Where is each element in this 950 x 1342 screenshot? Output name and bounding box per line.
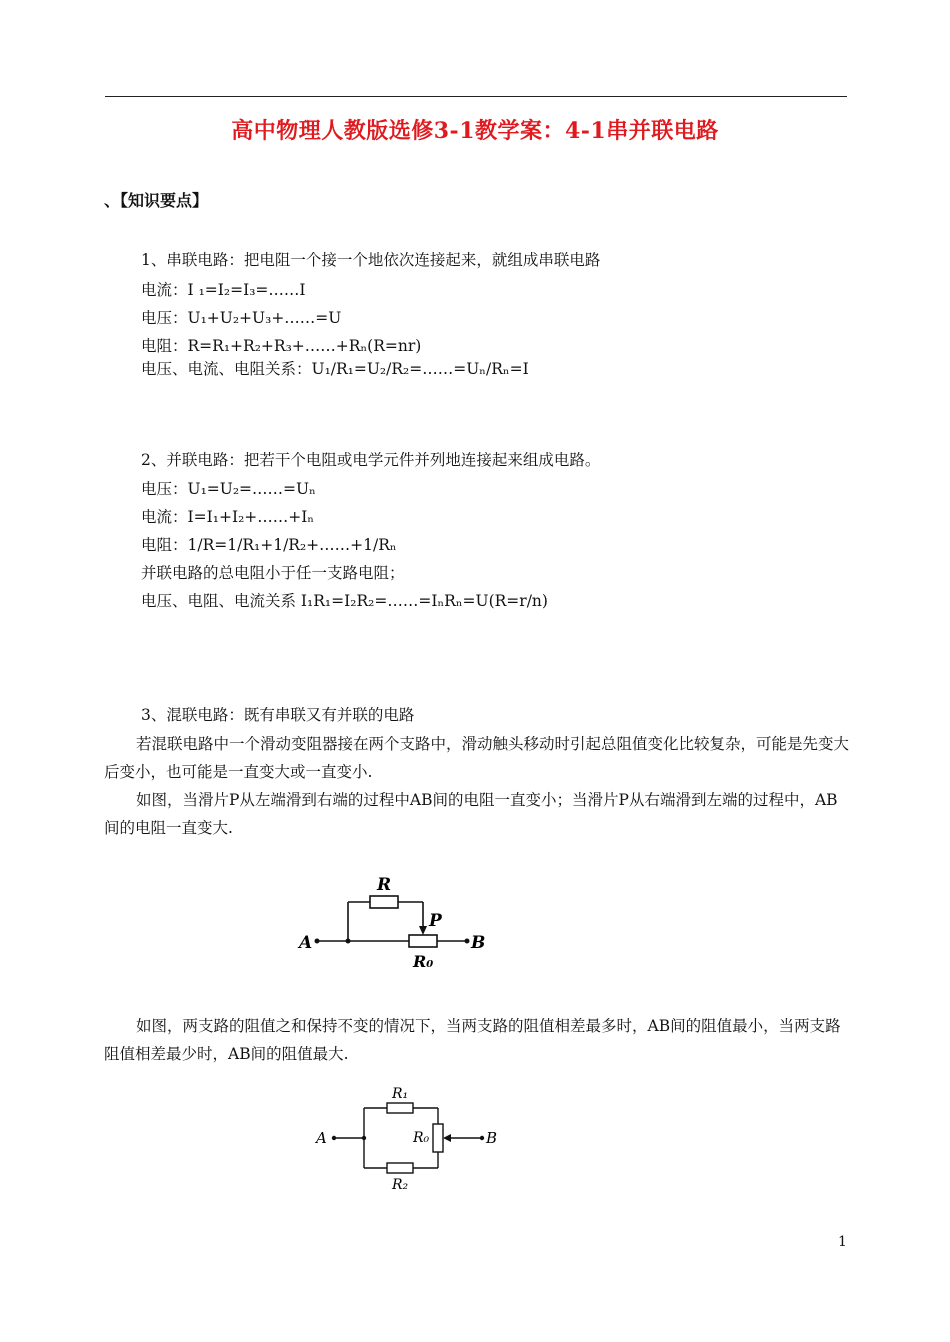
header-rule — [105, 96, 847, 97]
parallel-current-expr: I=I₁+I₂+……+Iₙ — [187, 508, 315, 526]
parallel-resistance-label: 电阻： — [141, 536, 188, 554]
page-number: 1 — [838, 1234, 847, 1250]
series-current-label: 电流： — [141, 281, 188, 299]
series-resistance — [141, 335, 421, 357]
fig2-label-R2: R₂ — [392, 1177, 409, 1193]
mixed-para-3 — [104, 1012, 849, 1068]
parallel-voltage-expr: U₁=U₂=……=Uₙ — [187, 480, 316, 498]
mixed-para-3-text: 如图，两支路的阻值之和保持不变的情况下，当两支路的阻值相差最多时，AB间的阻值最小，当两支路阻值相差最少时，AB间的阻值最大. — [104, 1017, 841, 1063]
parallel-note: 并联电路的总电阻小于任一支路电阻； — [141, 564, 405, 582]
series-voltage-expr: U₁+U₂+U₃+……=U — [187, 309, 342, 327]
fig2-label-A: A — [316, 1129, 327, 1147]
series-current-expr: I ₁=I₂=I₃=……I — [187, 281, 306, 299]
parallel-resistance-expr: 1/R=1/R₁+1/R₂+……+1/Rₙ — [187, 536, 397, 554]
mixed-para-1-text: 若混联电路中一个滑动变阻器接在两个支路中，滑动触头移动时引起总阻值变化比较复杂，可能是先变大后变小，也可能是一直变大或一直变小. — [104, 735, 850, 781]
fig2-label-R1: R₁ — [392, 1086, 409, 1102]
parallel-heading: 2、并联电路：把若干个电阻或电学元件并列地连接起来组成电路。 — [141, 451, 601, 469]
fig1-label-A: A — [299, 933, 313, 953]
fig1-label-P: P — [429, 911, 442, 931]
page-title: 高中物理人教版选修3-1教学案：4-1串并联电路 — [231, 118, 719, 144]
series-current — [141, 279, 306, 301]
parallel-resistance — [141, 534, 397, 556]
mixed-para-2-text: 如图，当滑片P从左端滑到右端的过程中AB间的电阻一直变小；当滑片P从右端滑到左端的过程中，AB间的电阻一直变大. — [104, 791, 838, 837]
parallel-current-label: 电流： — [141, 508, 188, 526]
circuit-figure-1 — [295, 868, 495, 978]
parallel-voltage-label: 电压： — [141, 480, 188, 498]
section-heading: 、【知识要点】 — [104, 191, 209, 210]
parallel-relation: 电压、电阻、电流关系 I₁R₁=I₂R₂=……=IₙRₙ=U(R=r/n) — [141, 592, 548, 610]
series-voltage — [141, 307, 341, 329]
fig2-label-B: B — [486, 1129, 498, 1147]
series-heading: 1、串联电路：把电阻一个接一个地依次连接起来，就组成串联电路 — [141, 251, 601, 269]
fig2-label-R0: R₀ — [413, 1130, 430, 1146]
series-resistance-expr: R=R₁+R₂+R₃+……+Rₙ(R=nr) — [187, 337, 422, 355]
mixed-para-2 — [104, 786, 849, 842]
fig1-label-R0: R₀ — [413, 952, 434, 971]
series-relation: 电压、电流、电阻关系：U₁/R₁=U₂/R₂=……=Uₙ/Rₙ=I — [141, 360, 529, 378]
mixed-para-1 — [104, 730, 849, 786]
mixed-heading: 3、混联电路：既有串联又有并联的电路 — [141, 706, 415, 724]
parallel-current — [141, 506, 314, 528]
series-resistance-label: 电阻： — [141, 337, 188, 355]
circuit-figure-2 — [310, 1082, 510, 1194]
series-voltage-label: 电压： — [141, 309, 188, 327]
fig1-label-B: B — [471, 933, 486, 953]
parallel-voltage — [141, 478, 316, 500]
fig1-label-R: R — [377, 875, 392, 895]
